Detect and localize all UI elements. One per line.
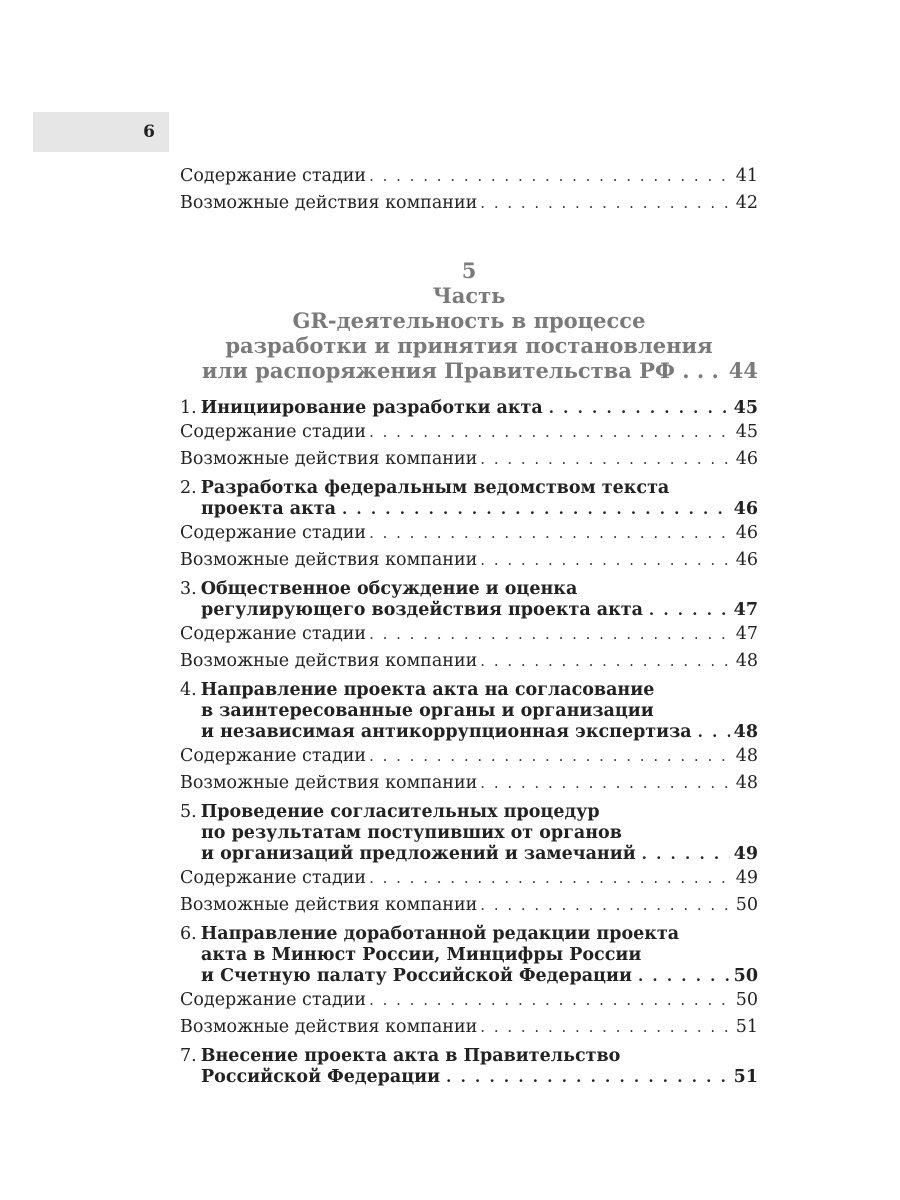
toc-section-line bbox=[180, 499, 758, 520]
toc-entry[interactable] bbox=[180, 648, 758, 675]
toc-entry-page: 46 bbox=[735, 449, 758, 469]
dot-leader bbox=[698, 722, 730, 743]
dot-leader bbox=[649, 600, 730, 621]
part-page: 44 bbox=[728, 358, 758, 383]
dot-leader bbox=[369, 987, 732, 1014]
dot-leader bbox=[480, 648, 731, 675]
toc-section-heading[interactable] bbox=[180, 398, 758, 419]
toc-entry-page: 50 bbox=[735, 895, 758, 915]
toc-section bbox=[180, 478, 758, 574]
toc-section-heading[interactable] bbox=[180, 680, 758, 743]
dot-leader bbox=[480, 770, 731, 797]
dot-leader bbox=[446, 1067, 730, 1088]
dot-leader bbox=[480, 446, 731, 473]
toc-entry-label: Содержание стадии bbox=[180, 868, 367, 888]
toc-section-page: 49 bbox=[733, 844, 758, 864]
toc-entry[interactable] bbox=[180, 446, 758, 473]
toc-entry-page: 42 bbox=[735, 193, 758, 213]
toc-entry[interactable] bbox=[180, 770, 758, 797]
toc-section-title: и организаций предложений и замечаний bbox=[201, 844, 636, 864]
toc-section bbox=[180, 680, 758, 797]
toc-entry[interactable] bbox=[180, 892, 758, 919]
toc-entry-page: 47 bbox=[735, 624, 758, 644]
dot-leader bbox=[642, 844, 730, 865]
dot-leader bbox=[369, 621, 732, 648]
toc-section-number: 2. bbox=[180, 478, 197, 498]
toc-entry[interactable] bbox=[180, 163, 758, 190]
toc-entry-label: Содержание стадии bbox=[180, 523, 367, 543]
toc-section-title: Инициирование разработки акта bbox=[200, 398, 543, 418]
toc-entry-label: Содержание стадии bbox=[180, 166, 367, 186]
toc-section-line bbox=[180, 398, 758, 419]
toc-section-page: 47 bbox=[733, 600, 758, 620]
toc-section-number: 6. bbox=[180, 924, 197, 944]
part-title-line: GR-деятельность в процессе bbox=[292, 308, 646, 333]
part-word: Часть bbox=[432, 283, 506, 308]
toc-entry-page: 50 bbox=[735, 990, 758, 1010]
toc-entry[interactable] bbox=[180, 1014, 758, 1041]
toc-section-title: акта в Минюст России, Минцифры России bbox=[201, 945, 642, 965]
part-title-line: или распоряжения Правительства РФ . . . bbox=[201, 358, 719, 383]
toc-entry[interactable] bbox=[180, 190, 758, 217]
toc-section-line bbox=[180, 966, 758, 987]
toc-section-line bbox=[180, 579, 758, 600]
dot-leader bbox=[480, 190, 731, 217]
toc-section-number: 1. bbox=[180, 398, 197, 418]
toc-section-page: 48 bbox=[733, 722, 758, 742]
toc-section-line bbox=[180, 945, 758, 966]
toc-section-line bbox=[180, 823, 758, 844]
toc-entry-page: 41 bbox=[735, 166, 758, 186]
part-title-line: разработки и принятия постановления bbox=[225, 333, 713, 358]
toc-section-line bbox=[180, 844, 758, 865]
toc-section-line bbox=[180, 478, 758, 499]
toc-section-heading[interactable] bbox=[180, 802, 758, 865]
toc-entry-label: Возможные действия компании bbox=[180, 550, 478, 570]
toc-section-title: и Счетную палату Российской Федерации bbox=[201, 966, 632, 986]
toc-entry-label: Содержание стадии bbox=[180, 990, 367, 1010]
toc-section bbox=[180, 802, 758, 919]
toc-entry-label: Возможные действия компании bbox=[180, 773, 478, 793]
toc-entry-label: Возможные действия компании bbox=[180, 651, 478, 671]
toc-section-title: Внесение проекта акта в Правительство bbox=[200, 1046, 621, 1066]
toc-section bbox=[180, 579, 758, 675]
toc-section-title: по результатам поступивших от органов bbox=[201, 823, 622, 843]
toc-section-line bbox=[180, 701, 758, 722]
toc-section-line bbox=[180, 1046, 758, 1067]
toc-top-entries bbox=[180, 163, 758, 217]
toc-section-title: Направление доработанной редакции проекта bbox=[200, 924, 680, 944]
toc-entry-page: 48 bbox=[735, 746, 758, 766]
toc-entry-page: 48 bbox=[735, 651, 758, 671]
toc-entry[interactable] bbox=[180, 865, 758, 892]
toc-section-number: 4. bbox=[180, 680, 197, 700]
dot-leader bbox=[369, 163, 732, 190]
dot-leader bbox=[549, 398, 730, 419]
toc-entry-label: Содержание стадии bbox=[180, 422, 367, 442]
dot-leader bbox=[369, 419, 732, 446]
toc-section-title: Российской Федерации bbox=[201, 1067, 441, 1087]
toc-section-line bbox=[180, 600, 758, 621]
toc-section-line bbox=[180, 722, 758, 743]
toc-section-title: Направление проекта акта на согласование bbox=[200, 680, 655, 700]
toc-section-number: 3. bbox=[180, 579, 197, 599]
dot-leader bbox=[369, 520, 732, 547]
toc-section-number: 7. bbox=[180, 1046, 197, 1066]
toc-entry-page: 46 bbox=[735, 550, 758, 570]
toc-section bbox=[180, 1046, 758, 1088]
toc-section-heading[interactable] bbox=[180, 924, 758, 987]
toc-section-title: регулирующего воздействия проекта акта bbox=[201, 600, 643, 620]
toc-entry[interactable] bbox=[180, 621, 758, 648]
toc-section-line bbox=[180, 1067, 758, 1088]
toc-entry-label: Содержание стадии bbox=[180, 746, 367, 766]
toc-section-page: 50 bbox=[733, 966, 758, 986]
dot-leader bbox=[369, 743, 732, 770]
toc-entry-label: Возможные действия компании bbox=[180, 193, 478, 213]
toc-section-heading[interactable] bbox=[180, 478, 758, 520]
toc-section-title: и независимая антикоррупционная экспертиза bbox=[201, 722, 692, 742]
dot-leader bbox=[480, 547, 731, 574]
dot-leader bbox=[342, 499, 730, 520]
toc-section-title: Разработка федеральным ведомством текста bbox=[200, 478, 670, 498]
toc-section bbox=[180, 398, 758, 473]
toc-entry-label: Возможные действия компании bbox=[180, 895, 478, 915]
toc-entry-label: Возможные действия компании bbox=[180, 449, 478, 469]
dot-leader bbox=[480, 1014, 731, 1041]
toc-entry[interactable] bbox=[180, 743, 758, 770]
toc-sections bbox=[180, 393, 758, 1088]
page-number-tab bbox=[33, 112, 169, 152]
toc-entry-page: 48 bbox=[735, 773, 758, 793]
toc-entry-page: 49 bbox=[735, 868, 758, 888]
toc-section-title: в заинтересованные органы и организации bbox=[201, 701, 654, 721]
toc-section-page: 51 bbox=[733, 1067, 758, 1087]
toc-section-heading[interactable] bbox=[180, 1046, 758, 1088]
toc-entry-label: Возможные действия компании bbox=[180, 1017, 478, 1037]
toc-entry[interactable] bbox=[180, 520, 758, 547]
toc-section bbox=[180, 924, 758, 1041]
toc-entry-page: 45 bbox=[735, 422, 758, 442]
toc-entry-page: 51 bbox=[735, 1017, 758, 1037]
toc-section-number: 5. bbox=[180, 802, 197, 822]
toc-entry[interactable] bbox=[180, 987, 758, 1014]
toc-entry[interactable] bbox=[180, 547, 758, 574]
dot-leader bbox=[480, 892, 731, 919]
toc-entry[interactable] bbox=[180, 419, 758, 446]
toc-section-line bbox=[180, 924, 758, 945]
toc-section-title: Общественное обсуждение и оценка bbox=[200, 579, 578, 599]
part-heading[interactable] bbox=[180, 258, 758, 383]
dot-leader bbox=[638, 966, 730, 987]
part-number: 5 bbox=[461, 258, 477, 283]
toc-section-line bbox=[180, 802, 758, 823]
toc-section-heading[interactable] bbox=[180, 579, 758, 621]
toc-section-title: Проведение согласительных процедур bbox=[200, 802, 600, 822]
toc-entry-label: Содержание стадии bbox=[180, 624, 367, 644]
dot-leader bbox=[369, 865, 732, 892]
toc-section-page: 45 bbox=[733, 398, 758, 418]
page-number: 6 bbox=[143, 122, 155, 142]
toc-section-line bbox=[180, 680, 758, 701]
toc-section-title: проекта акта bbox=[201, 499, 336, 519]
toc-section-page: 46 bbox=[733, 499, 758, 519]
toc-entry-page: 46 bbox=[735, 523, 758, 543]
